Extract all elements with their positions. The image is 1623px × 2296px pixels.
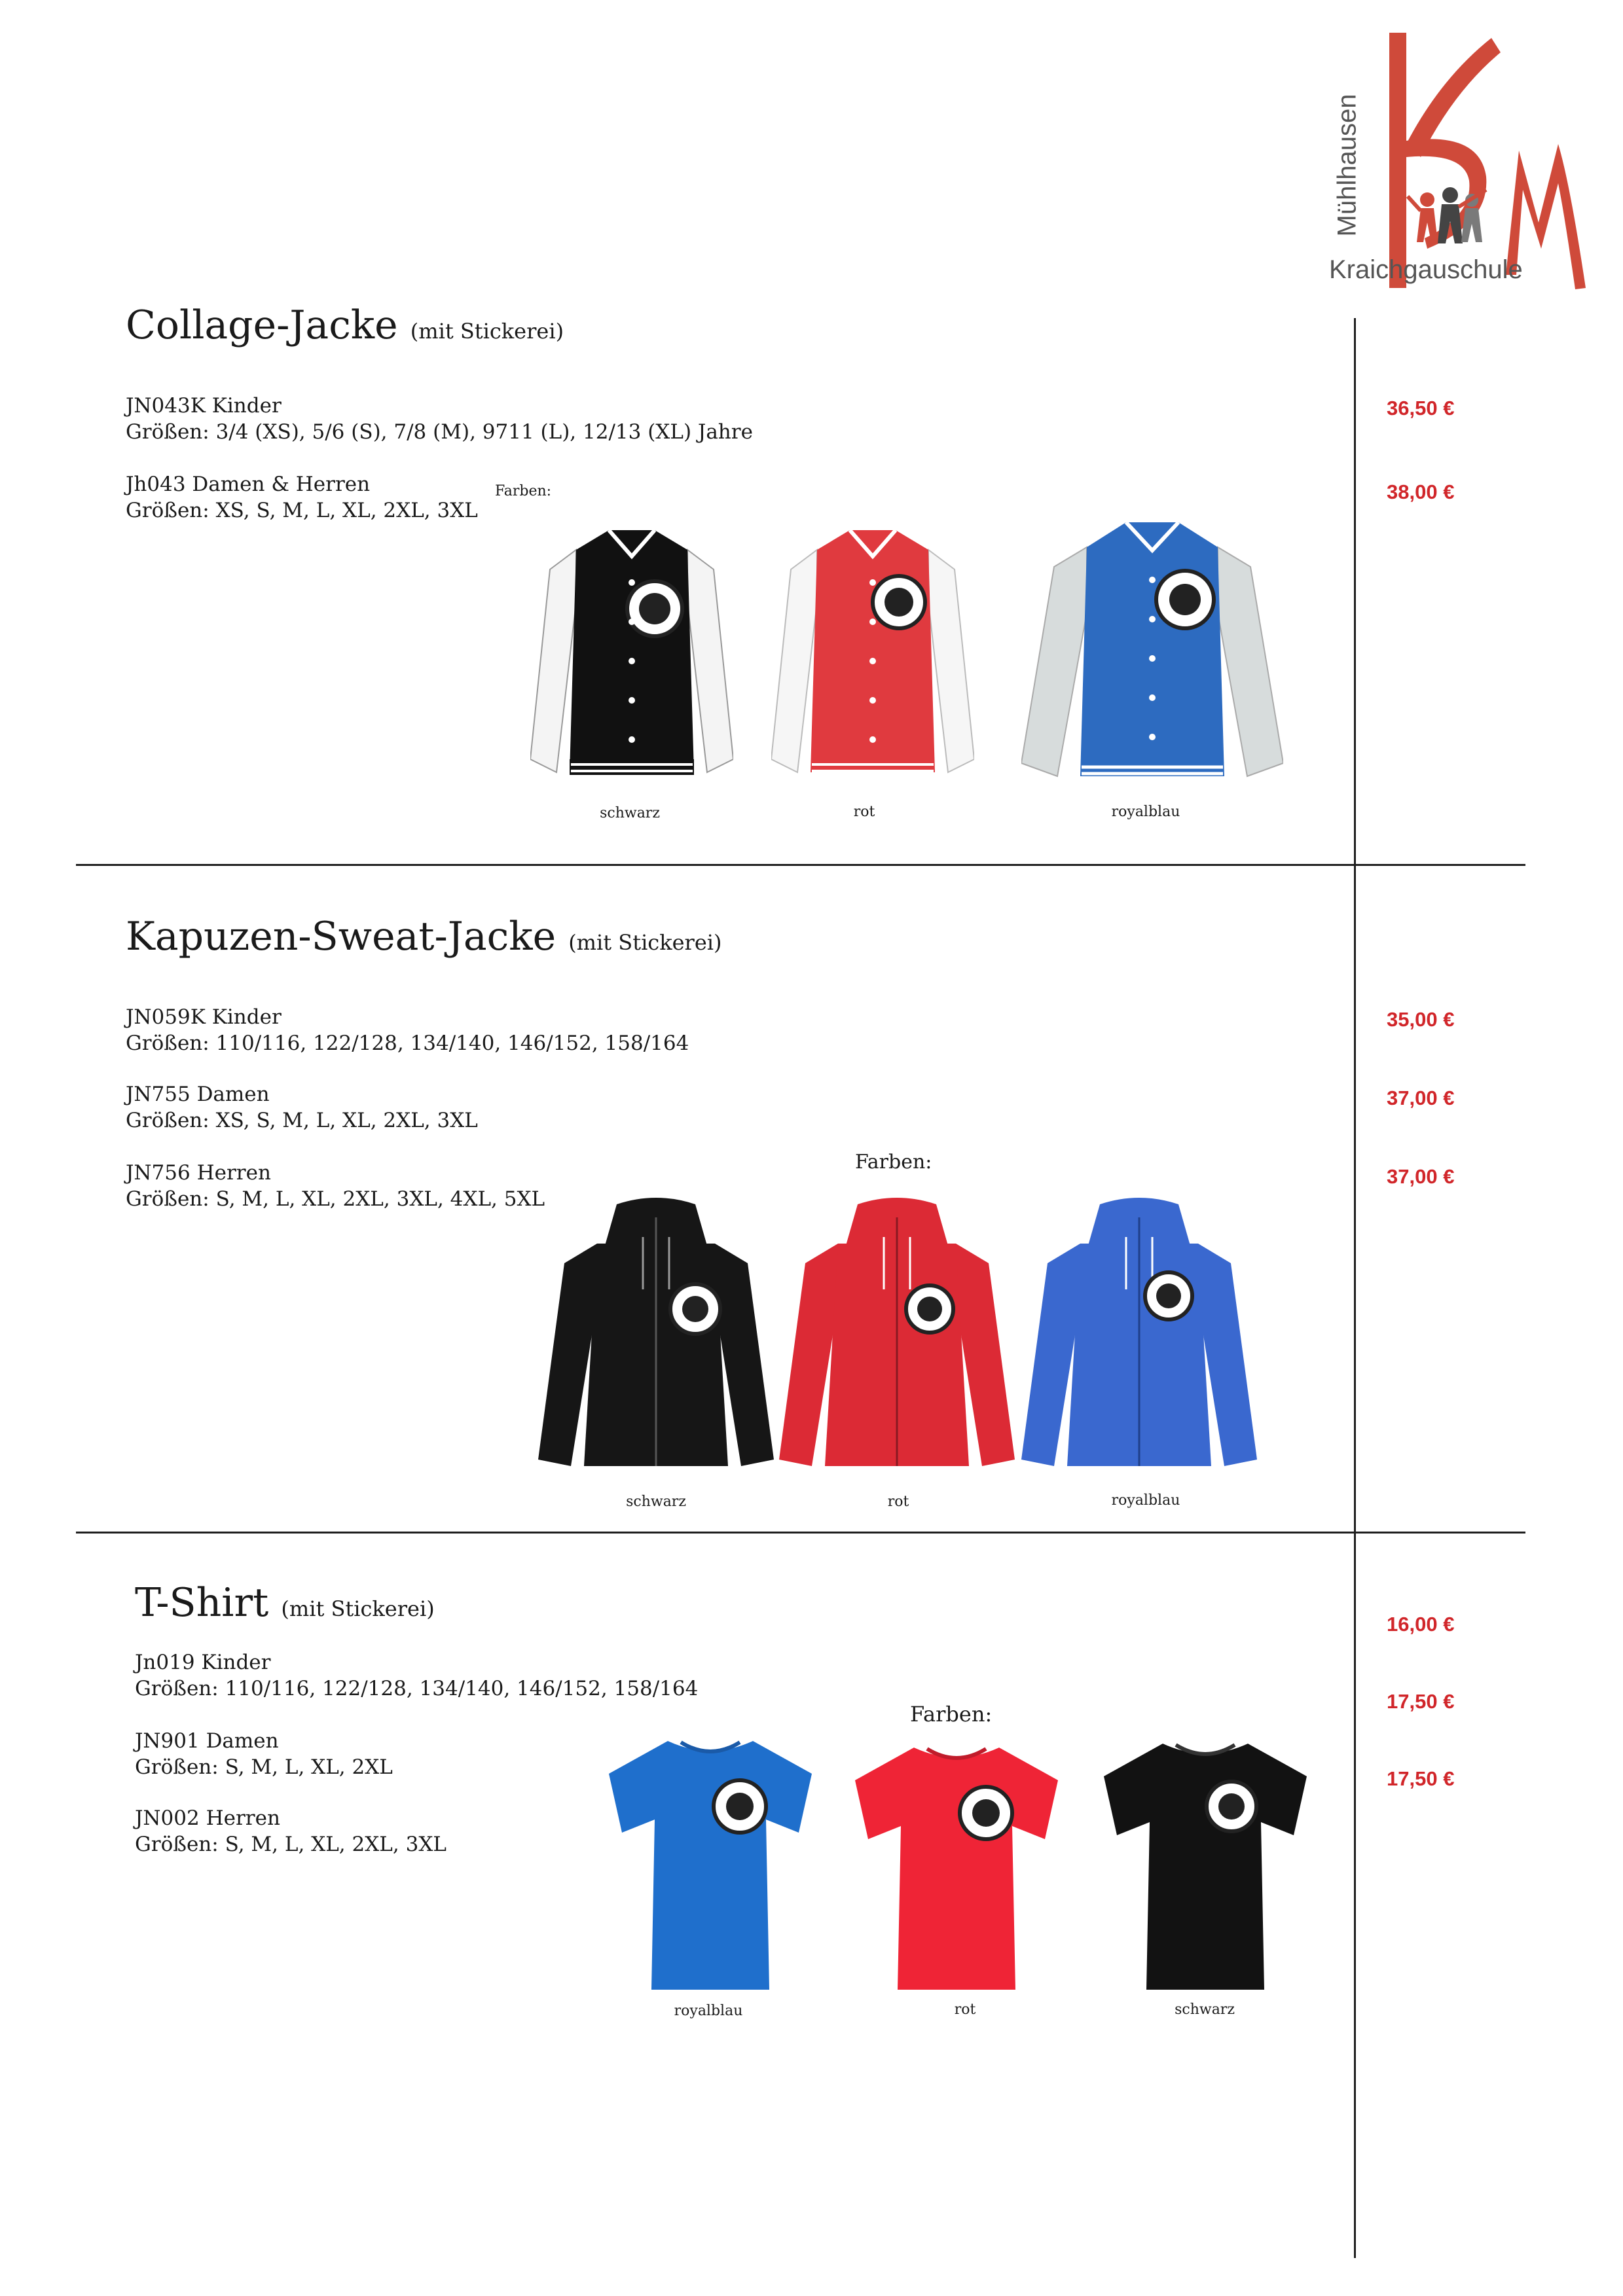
product-line: Jh043 Damen & Herren [126, 473, 371, 496]
color-caption: rot [954, 2001, 976, 2018]
tshirt-icon [1104, 1737, 1307, 1996]
product-sizes: Größen: XS, S, M, L, XL, 2XL, 3XL [126, 1109, 478, 1132]
hoodie-black [538, 1198, 774, 1475]
price-column-divider [1354, 318, 1356, 2258]
section-title-text: Kapuzen-Sweat-Jacke [126, 914, 556, 960]
hoodie-icon [1021, 1198, 1257, 1473]
product-line: Jn019 Kinder [135, 1651, 271, 1674]
price: 37,00 € [1387, 1086, 1455, 1109]
logo-school: Kraichgauschule [1329, 255, 1523, 284]
tshirt-icon [855, 1741, 1058, 1996]
price: 35,00 € [1387, 1008, 1455, 1031]
section-title-text: T-Shirt [135, 1580, 269, 1626]
product-line: JN756 Herren [126, 1161, 271, 1185]
section-divider-2 [76, 1532, 1525, 1534]
jacket-icon [1021, 514, 1283, 802]
color-caption: royalblau [1111, 1492, 1180, 1509]
product-line: JN002 Herren [135, 1806, 280, 1830]
color-caption: schwarz [1175, 2001, 1235, 2018]
college-jacket-royalblue [1021, 514, 1283, 805]
college-jacket-red [771, 524, 974, 801]
colors-label: Farben: [910, 1702, 993, 1727]
product-line: JN755 Damen [126, 1083, 270, 1106]
section-subtitle: (mit Stickerei) [410, 319, 564, 344]
hoodie-icon [779, 1198, 1015, 1473]
price: 38,00 € [1387, 480, 1455, 503]
hoodie-royalblue [1021, 1198, 1257, 1475]
hoodie-red [779, 1198, 1015, 1475]
section-subtitle: (mit Stickerei) [568, 930, 722, 955]
price: 17,50 € [1387, 1767, 1455, 1790]
product-line: JN043K Kinder [126, 394, 282, 418]
section-title-text: Collage-Jacke [126, 302, 398, 348]
product-sizes: Größen: XS, S, M, L, XL, 2XL, 3XL [126, 499, 478, 522]
color-caption: royalblau [1111, 804, 1180, 820]
product-line: JN901 Damen [135, 1729, 279, 1753]
colors-label: Farben: [495, 483, 552, 499]
logo-city: Mühlhausen [1332, 94, 1362, 237]
section-subtitle: (mit Stickerei) [281, 1596, 435, 1621]
price: 16,00 € [1387, 1613, 1455, 1636]
product-sizes: Größen: S, M, L, XL, 2XL, 3XL, 4XL, 5XL [126, 1187, 545, 1211]
tshirt-royalblue [609, 1734, 812, 1999]
tshirt-black [1104, 1737, 1307, 1999]
jacket-icon [530, 524, 733, 798]
college-jacket-black [530, 524, 733, 801]
section-title [126, 302, 564, 348]
product-sizes: Größen: 110/116, 122/128, 134/140, 146/152, 158/164 [126, 1031, 689, 1055]
product-sizes: Größen: 3/4 (XS), 5/6 (S), 7/8 (M), 9711 (L), 12/13 (XL) Jahre [126, 420, 753, 444]
color-caption: schwarz [626, 1494, 686, 1510]
section-title [135, 1580, 435, 1626]
tshirt-red [855, 1741, 1058, 1999]
jacket-icon [771, 524, 974, 798]
section-title [126, 914, 722, 960]
children-figures-icon [1408, 187, 1486, 243]
hoodie-icon [538, 1198, 774, 1473]
price: 36,50 € [1387, 397, 1455, 420]
price: 37,00 € [1387, 1165, 1455, 1188]
colors-label: Farben: [855, 1151, 932, 1174]
color-caption: royalblau [674, 2003, 743, 2019]
color-caption: rot [853, 804, 875, 820]
school-logo [1329, 26, 1604, 301]
product-sizes: Größen: 110/116, 122/128, 134/140, 146/152, 158/164 [135, 1677, 699, 1700]
tshirt-icon [609, 1734, 812, 1996]
product-line: JN059K Kinder [126, 1005, 282, 1029]
product-sizes: Größen: S, M, L, XL, 2XL, 3XL [135, 1833, 447, 1856]
color-caption: rot [887, 1494, 909, 1510]
section-divider-1 [76, 864, 1525, 866]
product-sizes: Größen: S, M, L, XL, 2XL [135, 1755, 393, 1779]
color-caption: schwarz [600, 805, 660, 821]
price: 17,50 € [1387, 1690, 1455, 1713]
